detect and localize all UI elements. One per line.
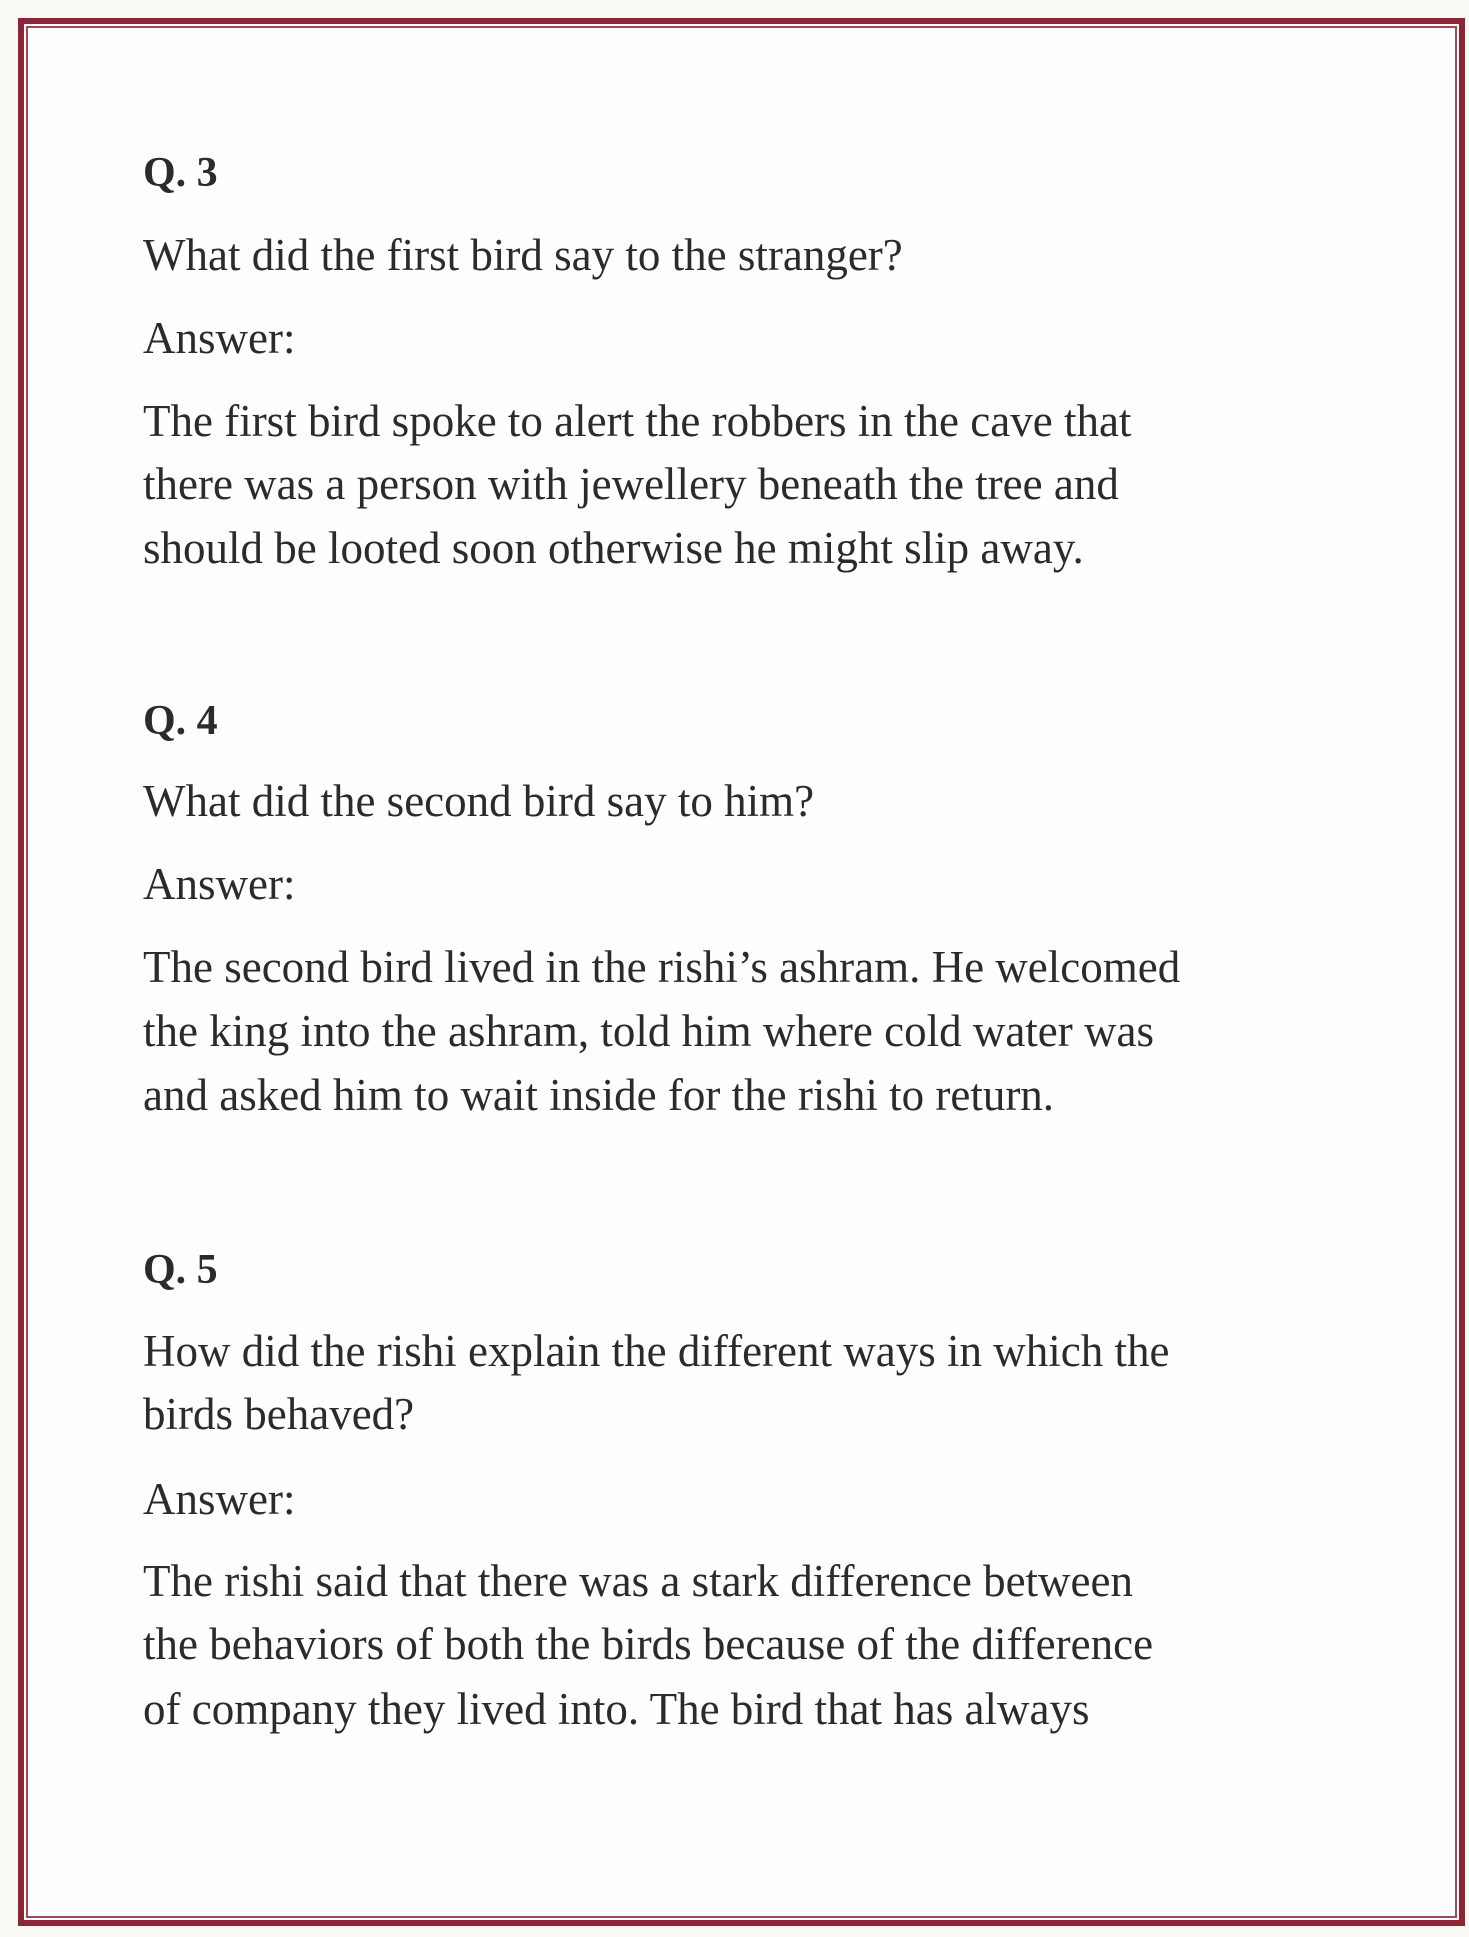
answer-label: Answer: <box>143 1474 296 1524</box>
question-text: How did the rishi explain the different ways in which the <box>143 1326 1170 1376</box>
question-label: Q. 3 <box>143 150 218 196</box>
answer-text-line: of company they lived into. The bird that has always <box>143 1684 1090 1734</box>
answer-text-line: should be looted soon otherwise he might slip away. <box>143 523 1084 573</box>
answer-label: Answer: <box>143 313 296 363</box>
answer-text-line: the king into the ashram, told him where cold water was <box>143 1006 1154 1056</box>
question-label: Q. 5 <box>143 1247 218 1293</box>
answer-text-line: The first bird spoke to alert the robbers in the cave that <box>143 396 1132 446</box>
answer-text-line: there was a person with jewellery beneath the tree and <box>143 459 1119 509</box>
answer-text-line: and asked him to wait inside for the rishi to return. <box>143 1070 1055 1120</box>
question-text: What did the first bird say to the stranger? <box>143 230 903 280</box>
answer-text-line: The rishi said that there was a stark difference between <box>143 1556 1133 1606</box>
question-text: birds behaved? <box>143 1389 415 1439</box>
answer-label: Answer: <box>143 859 296 909</box>
question-label: Q. 4 <box>143 698 218 744</box>
answer-text-line: The second bird lived in the rishi’s ashram. He welcomed <box>143 942 1181 992</box>
answer-text-line: the behaviors of both the birds because of the difference <box>143 1619 1154 1669</box>
question-text: What did the second bird say to him? <box>143 776 815 826</box>
